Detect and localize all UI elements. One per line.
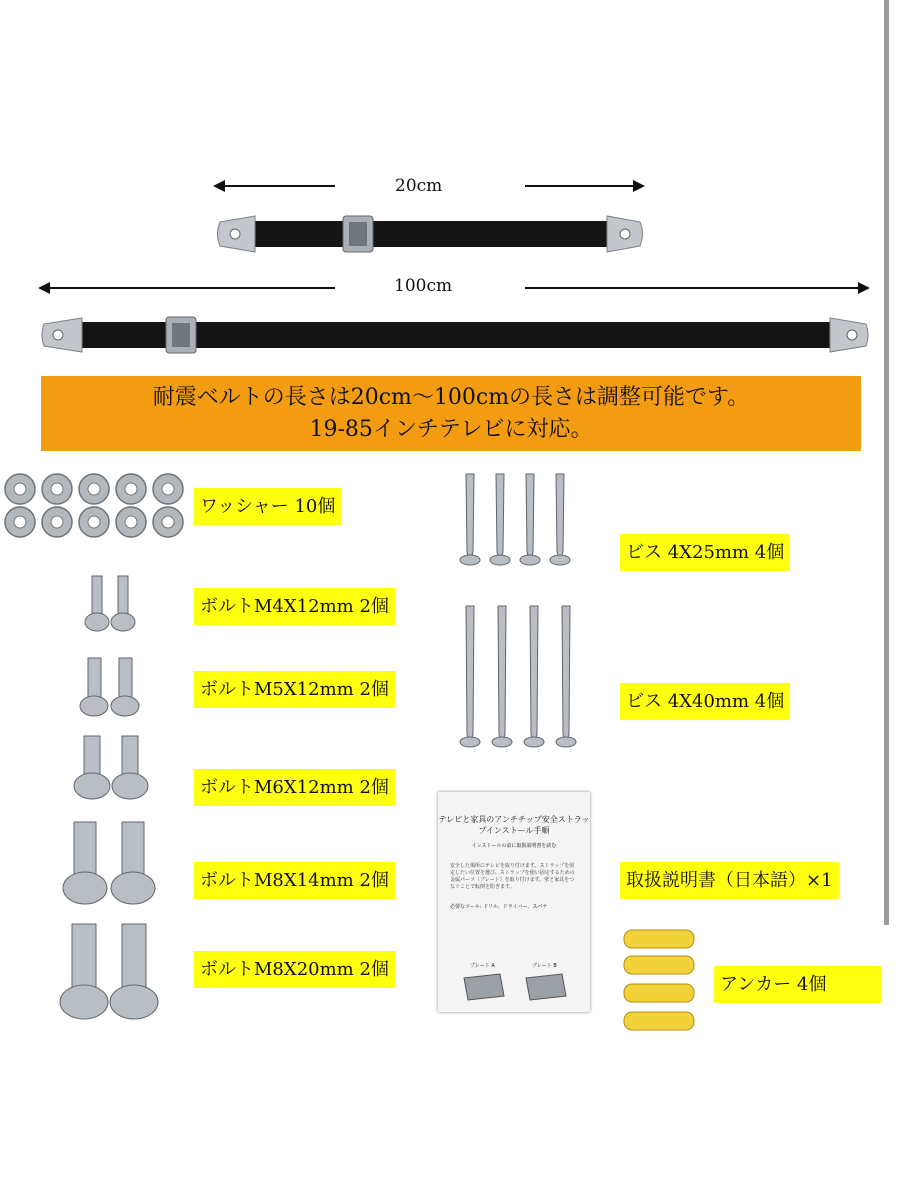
screw-25-image: [458, 470, 580, 570]
screw-25-label: ビス 4X25mm 4個: [620, 534, 790, 571]
bolt-m6-label: ボルトM6X12mm 2個: [194, 769, 395, 806]
instruction-manual-image: [438, 792, 590, 1012]
bolt-m8-14-label: ボルトM8X14mm 2個: [194, 862, 395, 899]
screw-40-image: [456, 602, 584, 754]
long-dim-label: 100cm: [394, 276, 453, 296]
short-dim-arrow-left: [215, 185, 335, 187]
bolt-m8-20-image: [58, 922, 168, 1026]
washers-image: [2, 472, 192, 542]
short-strap-image: [215, 210, 645, 258]
manual-tools: 必要なツール: ドリル、ドライバー、スパナ: [450, 904, 548, 910]
bolt-m4-label: ボルトM4X12mm 2個: [194, 588, 395, 625]
manual-plate-a: プレート A: [470, 963, 495, 969]
anchor-label: アンカー 4個: [714, 966, 881, 1003]
long-dim-arrow-right: [525, 287, 868, 289]
short-dim-arrow-right: [525, 185, 643, 187]
bolt-m6-image: [72, 734, 156, 804]
bolt-m8-20-label: ボルトM8X20mm 2個: [194, 951, 395, 988]
bolt-m5-label: ボルトM5X12mm 2個: [194, 671, 395, 708]
scrollbar[interactable]: [884, 0, 889, 925]
manual-plates-illustration: [460, 972, 570, 1002]
banner-line-1: 耐震ベルトの長さは20cm〜100cmの長さは調整可能です。: [152, 385, 750, 410]
screw-40-label: ビス 4X40mm 4個: [620, 683, 790, 720]
manual-plate-b: プレート B: [532, 963, 557, 969]
info-banner: [41, 376, 861, 451]
manual-title: テレビと家具のアンチチップ安全ストラップインストール手順: [438, 815, 590, 835]
long-dim-arrow-left: [40, 287, 335, 289]
banner-line-2: 19-85インチテレビに対応。: [309, 417, 593, 442]
washer-label: ワッシャー 10個: [194, 488, 341, 525]
bolt-m5-image: [78, 656, 148, 720]
manual-label: 取扱説明書（日本語）×1: [620, 862, 839, 899]
long-strap-image: [40, 312, 870, 358]
bolt-m4-image: [82, 574, 142, 634]
bolt-m8-14-image: [60, 820, 164, 912]
manual-subtitle: インストールの前に取扱説明書を読む: [471, 843, 557, 849]
manual-body: 安全した場所にテレビを取り付けます。ストラップを固定したい位置を選び、ストラップを使い固定するための金属パーツ（プレート）を取り付けます。壁と家具をつなぐことで転倒を防ぎます。: [450, 863, 575, 890]
anchors-image: [620, 926, 702, 1038]
short-dim-label: 20cm: [395, 176, 443, 196]
